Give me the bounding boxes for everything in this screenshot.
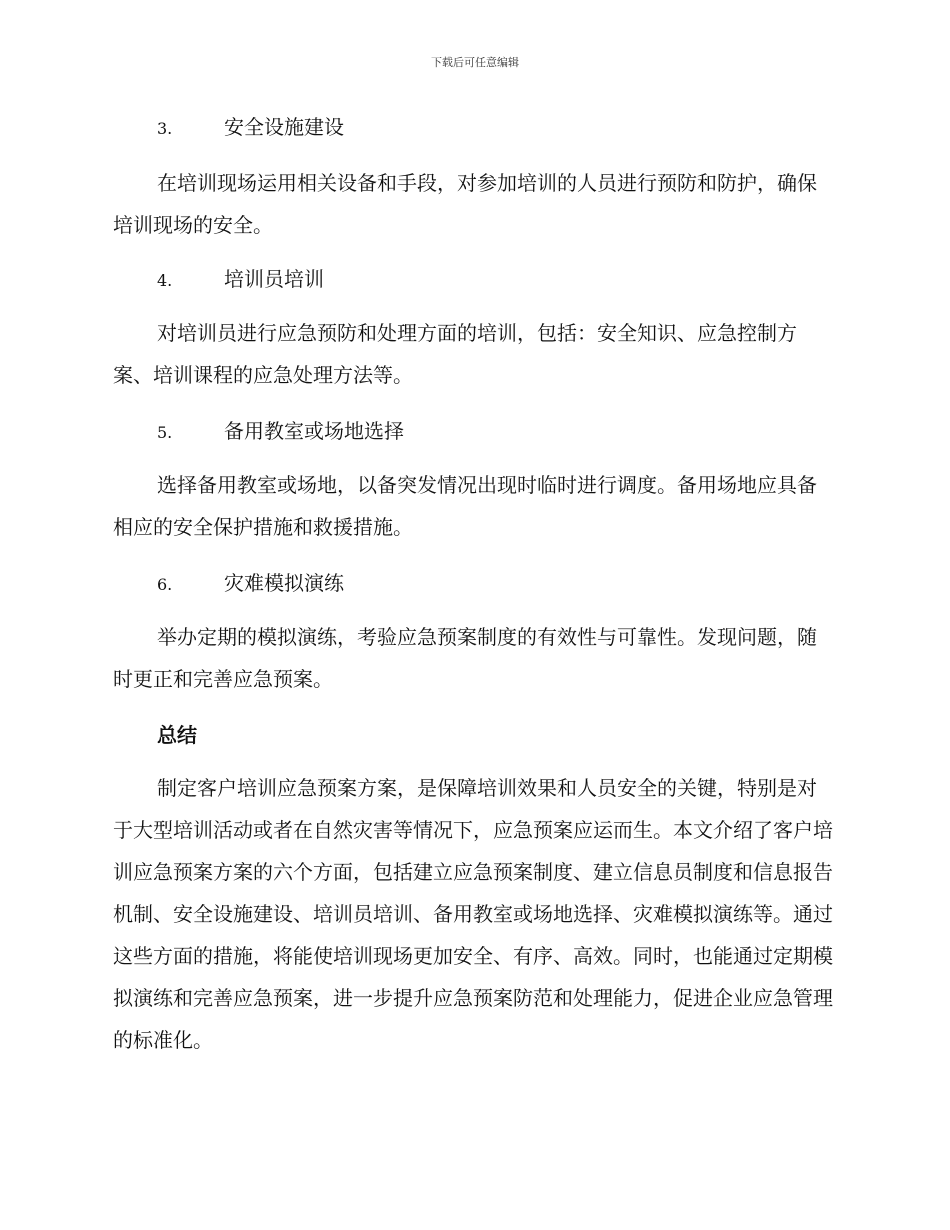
section-number: 4.	[157, 271, 173, 290]
section-body: 选择备用教室或场地，以备突发情况出现时临时进行调度。备用场地应具备相应的安全保护措施和救援措施。	[113, 473, 817, 539]
section-body: 在培训现场运用相关设备和手段，对参加培训的人员进行预防和防护，确保培训现场的安全。	[113, 171, 817, 237]
section-title: 灾难模拟演练	[224, 571, 344, 595]
section-heading	[157, 264, 324, 296]
summary-heading: 总结	[157, 723, 197, 747]
page-header: 下载后可任意编辑	[431, 56, 519, 69]
section-body: 举办定期的模拟演练，考验应急预案制度的有效性与可靠性。发现问题，随时更正和完善应急预案。	[113, 625, 817, 691]
section-heading	[157, 568, 344, 600]
summary-body: 制定客户培训应急预案方案，是保障培训效果和人员安全的关键，特别是对于大型培训活动或者在自然灾害等情况下，应急预案应运而生。本文介绍了客户培训应急预案方案的六个方面，包括建立应急预案制度、建立信息员制度和信息报告机制、安全设施建设、培训员培训、备用教室或场地选择、灾难模拟演练等。通过这些方面的措施，将能使培训现场更加安全、有序、高效。同时，也能通过定期模拟演练和完善应急预案，进一步提升应急预案防范和处理能力，促进企业应急管理的标准化。	[113, 776, 833, 1052]
section-number: 5.	[157, 423, 173, 442]
section-number: 3.	[157, 119, 173, 138]
section-heading	[157, 112, 344, 144]
section-title: 备用教室或场地选择	[224, 419, 404, 443]
section-body: 对培训员进行应急预防和处理方面的培训，包括：安全知识、应急控制方案、培训课程的应急处理方法等。	[113, 321, 797, 387]
section-title: 安全设施建设	[224, 115, 344, 139]
section-heading	[157, 416, 404, 448]
section-number: 6.	[157, 575, 173, 594]
section-title: 培训员培训	[224, 267, 324, 291]
